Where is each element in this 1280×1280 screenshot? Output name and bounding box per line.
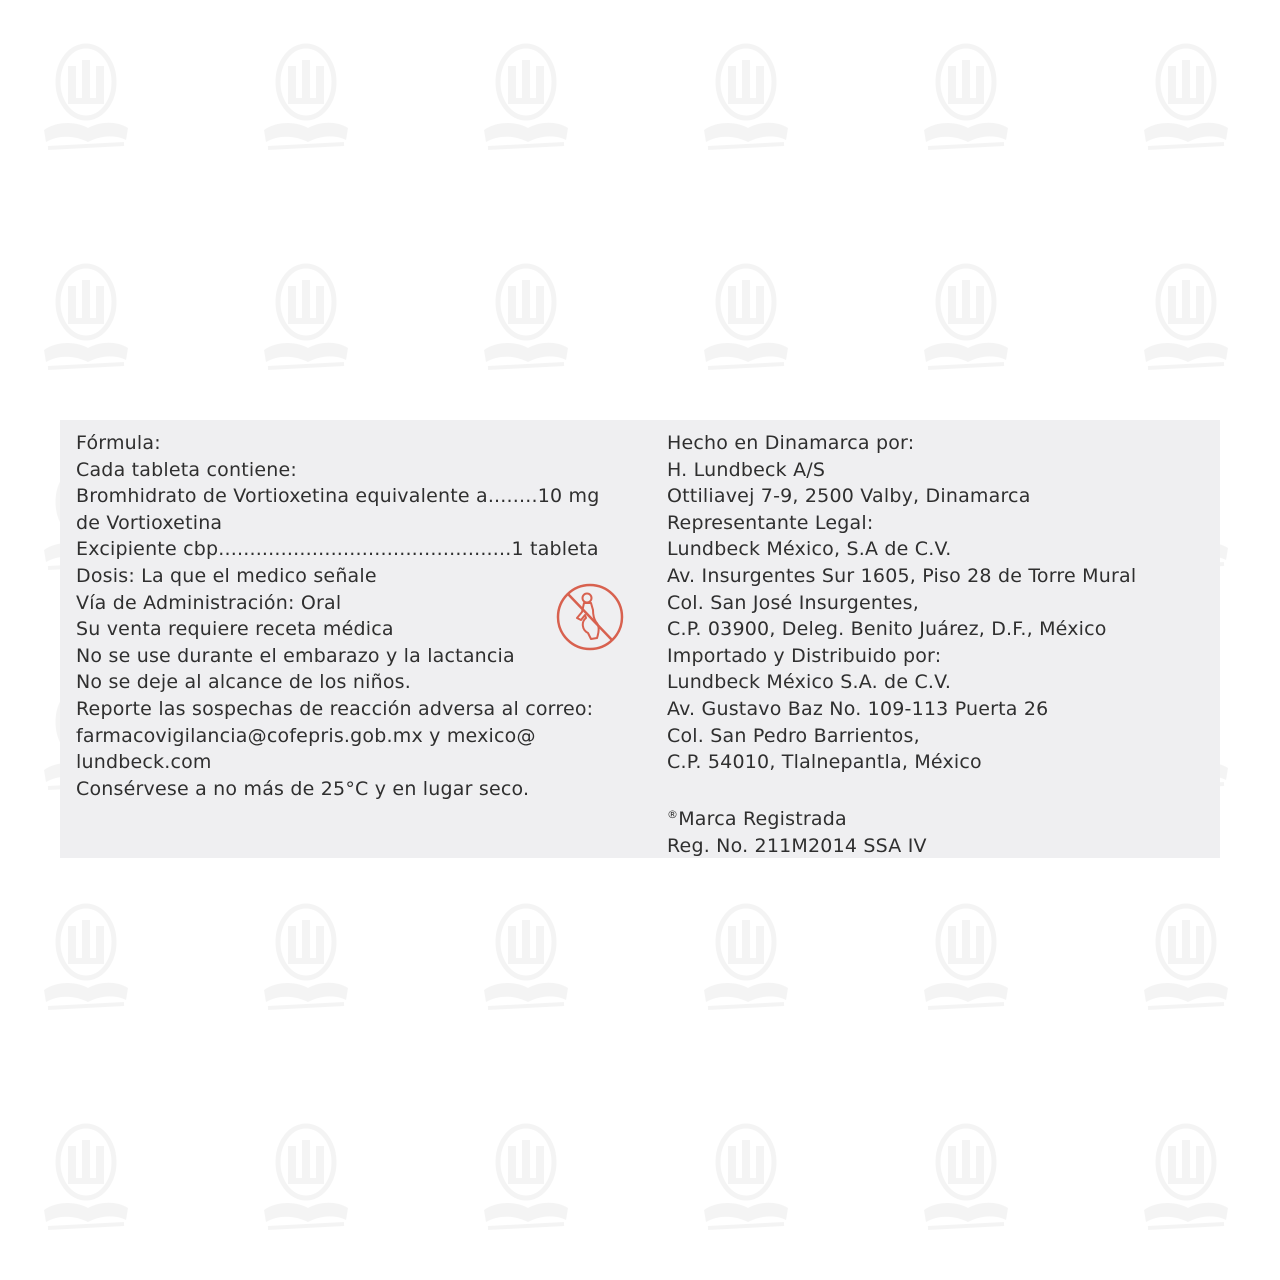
importer-address-1: Av. Gustavo Baz No. 109-113 Puerta 26 xyxy=(667,697,1049,720)
watermark-logo xyxy=(918,1122,1014,1232)
watermark-logo xyxy=(258,42,354,152)
legal-representative-address-3: C.P. 03900, Deleg. Benito Juárez, D.F., México xyxy=(667,618,1107,641)
watermark-logo xyxy=(918,42,1014,152)
importer-name: Lundbeck México S.A. de C.V. xyxy=(667,671,952,694)
storage-line: Consérvese a no más de 25°C y en lugar seco. xyxy=(76,777,530,800)
watermark-logo xyxy=(1138,902,1234,1012)
registered-trademark-text: Marca Registrada xyxy=(678,808,847,831)
watermark-logo xyxy=(478,262,574,372)
watermark-logo xyxy=(38,902,134,1012)
adverse-reaction-line: Reporte las sospechas de reacción adversa al correo: xyxy=(76,697,594,720)
watermark-logo xyxy=(258,262,354,372)
watermark-logo xyxy=(918,902,1014,1012)
registered-trademark-line xyxy=(667,802,1207,833)
prescription-line: Su venta requiere receta médica xyxy=(76,618,394,641)
spacer xyxy=(667,776,1207,803)
watermark-logo xyxy=(698,42,794,152)
watermark-logo xyxy=(38,1122,134,1232)
watermark-logo xyxy=(478,1122,574,1232)
watermark-logo xyxy=(1138,262,1234,372)
watermark-logo xyxy=(38,262,134,372)
watermark-logo xyxy=(918,262,1014,372)
formula-heading: Fórmula: xyxy=(76,432,161,454)
legal-representative-heading: Representante Legal: xyxy=(667,511,874,534)
active-ingredient-line-cont: de Vortioxetina xyxy=(76,511,223,534)
watermark-logo xyxy=(1138,1122,1234,1232)
watermark-logo xyxy=(478,42,574,152)
watermark-logo xyxy=(1138,42,1234,152)
legal-representative-address-2: Col. San José Insurgentes, xyxy=(667,591,920,614)
watermark-logo xyxy=(698,1122,794,1232)
tablet-contents-heading: Cada tableta contiene: xyxy=(76,458,297,481)
watermark-logo xyxy=(698,902,794,1012)
active-ingredient-line: Bromhidrato de Vortioxetina equivalente a........10 mg xyxy=(76,485,600,508)
excipient-line: Excipiente cbp...............................................1 tableta xyxy=(76,538,599,561)
importer-address-2: Col. San Pedro Barrientos, xyxy=(667,724,920,747)
made-in-line: Hecho en Dinamarca por: xyxy=(667,432,915,454)
watermark-logo xyxy=(258,1122,354,1232)
no-pregnancy-icon xyxy=(555,582,625,652)
formula-column xyxy=(76,430,636,802)
manufacturer-address: Ottiliavej 7-9, 2500 Valby, Dinamarca xyxy=(667,485,1031,508)
watermark-logo xyxy=(478,902,574,1012)
adverse-reaction-email-line: farmacovigilancia@cofepris.gob.mx y mexico@ xyxy=(76,724,536,747)
adverse-reaction-email-line-cont: lundbeck.com xyxy=(76,751,212,774)
children-warning-line: No se deje al alcance de los niños. xyxy=(76,671,412,694)
importer-address-3: C.P. 54010, Tlalnepantla, México xyxy=(667,751,982,774)
dosage-line: Dosis: La que el medico señale xyxy=(76,564,377,587)
drug-label-panel xyxy=(60,420,1220,858)
legal-representative-name: Lundbeck México, S.A de C.V. xyxy=(667,538,952,561)
manufacturer-column xyxy=(667,430,1207,860)
registration-number: Reg. No. 211M2014 SSA IV xyxy=(667,834,927,857)
watermark-logo xyxy=(38,42,134,152)
watermark-logo xyxy=(698,262,794,372)
importer-heading: Importado y Distribuido por: xyxy=(667,644,942,667)
administration-route-line: Vía de Administración: Oral xyxy=(76,591,342,614)
legal-representative-address-1: Av. Insurgentes Sur 1605, Piso 28 de Torre Mural xyxy=(667,564,1137,587)
pregnancy-warning-line: No se use durante el embarazo y la lactancia xyxy=(76,644,515,667)
registered-symbol: ® xyxy=(667,808,679,822)
watermark-logo xyxy=(258,902,354,1012)
manufacturer-name: H. Lundbeck A/S xyxy=(667,458,826,481)
